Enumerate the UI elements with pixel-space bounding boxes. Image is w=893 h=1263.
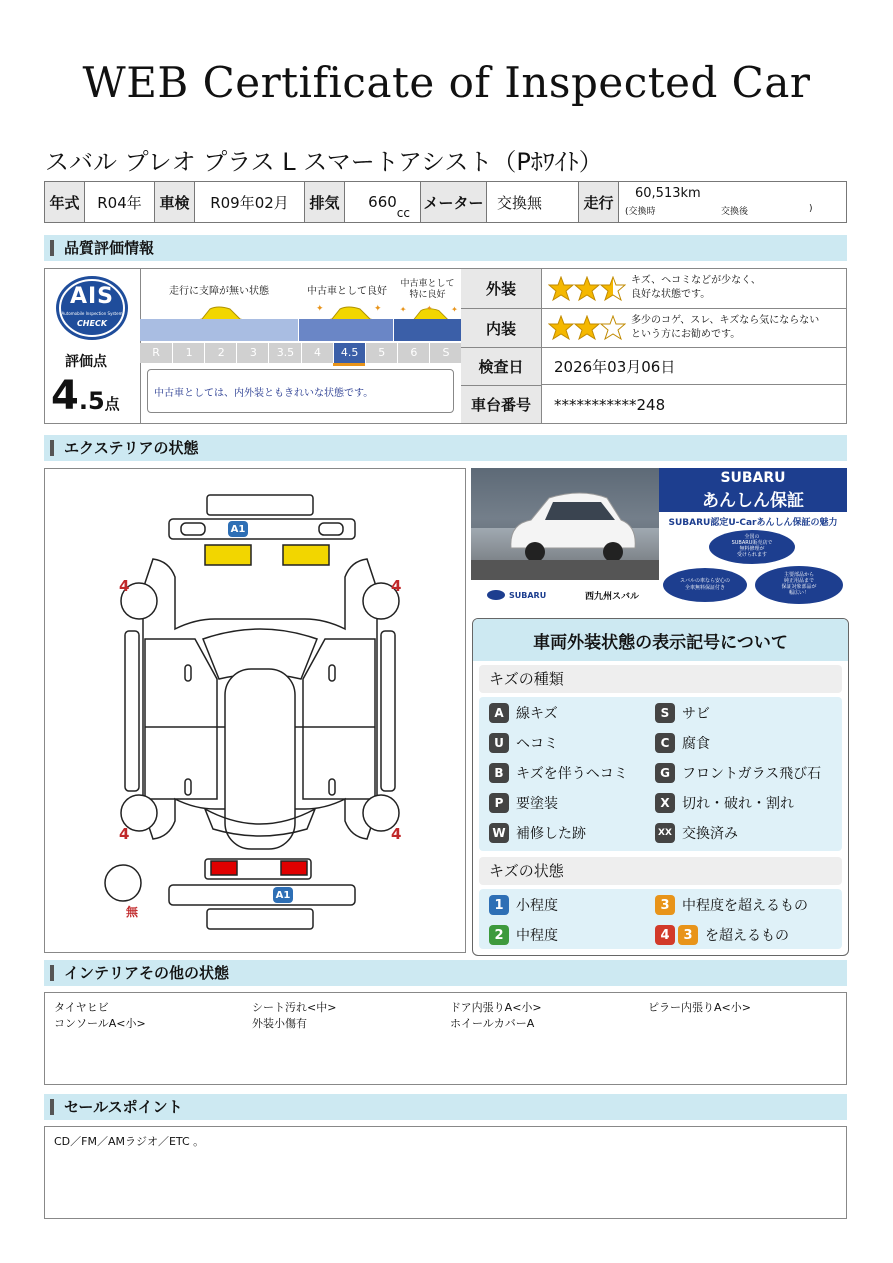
legend-type-item: [655, 763, 821, 783]
legend-type-item: [655, 823, 738, 843]
damage-mark-front: A1: [228, 521, 248, 537]
meter-label: メーター: [421, 182, 487, 222]
ais-check: CHECK: [76, 319, 108, 328]
legend-type-symbol: W: [489, 823, 509, 843]
scale-row: [140, 343, 461, 363]
interior-text-1: 多少のコゲ、スレ、キズなら気にならない: [631, 315, 820, 326]
legend-level-number-2: 3: [678, 925, 698, 945]
ais-small: Automobile Inspection System: [61, 311, 123, 316]
interior-item: ホイールカバーA: [450, 1017, 535, 1030]
legend-level-label: 小程度: [516, 898, 558, 914]
legend-type-label: 要塗装: [516, 796, 558, 812]
legend-type-item: [489, 733, 558, 753]
ad-bubble-1-line-4: 受けられます: [736, 552, 767, 558]
legend-type-label: フロントガラス飛び石: [682, 766, 822, 782]
scale-step: 1: [172, 343, 205, 363]
interior-rating: [542, 309, 846, 348]
mileage-value: 60,513km: [635, 186, 701, 201]
legend-type-symbol: U: [489, 733, 509, 753]
ad-bubble-1: [709, 530, 795, 564]
legend-types-list: [479, 697, 842, 851]
legend-panel: [472, 618, 849, 956]
mileage-note: [625, 204, 846, 216]
legend-type-symbol: XX: [655, 823, 675, 843]
band-3: [394, 319, 461, 341]
legend-level-number: 2: [489, 925, 509, 945]
date-value: 2026年03月06日: [542, 348, 846, 385]
interior-text-2: という方にお勧めです。: [631, 329, 741, 340]
legend-type-label: 線キズ: [516, 706, 558, 722]
interior-stars: [548, 315, 626, 345]
exterior-text-1: キズ、ヘコミなどが少なく、: [631, 275, 761, 286]
band-1: [140, 319, 298, 341]
ad-bubble-2-line-2: 全車無料保証付き: [684, 585, 725, 591]
subaru-logo: [487, 590, 546, 600]
legend-type-symbol: G: [655, 763, 675, 783]
score-unit: 点: [104, 395, 120, 413]
ad-subtitle: SUBARU認定U-Carあんしん保証の魅力: [668, 518, 838, 528]
year-label: 年式: [45, 182, 85, 222]
ad-bubble-3-line-1: 主要部品から: [783, 572, 814, 578]
inspection-value: R09年02月: [195, 182, 305, 222]
score-comment: 中古車としては、内外装ともきれいな状態です。: [147, 369, 454, 413]
car-name: スバル プレオ プラス L スマートアシスト（Pﾎﾜｲﾄ）: [45, 148, 603, 176]
scale-step: 4.5: [333, 343, 366, 363]
damage-mark-rear: A1: [273, 887, 293, 903]
engine-cell: [345, 182, 421, 222]
scale-step: 3.5: [268, 343, 301, 363]
svg-text:✦: ✦: [426, 303, 433, 313]
legend-level-number: 1: [489, 895, 509, 915]
car-diagram: [44, 468, 466, 953]
scale-step: 6: [397, 343, 430, 363]
subaru-ad: [471, 468, 847, 606]
legend-type-symbol: B: [489, 763, 509, 783]
mileage-note-a: (交換時: [625, 207, 656, 217]
legend-level-number: 3: [655, 895, 675, 915]
legend-level-item: [489, 895, 558, 915]
interior-item: 外装小傷有: [252, 1017, 307, 1030]
subaru-logo-icon: [487, 590, 505, 600]
band-2: [299, 319, 393, 341]
interior-box: [44, 992, 847, 1085]
legend-type-label: サビ: [682, 706, 710, 722]
svg-text:✦: ✦: [399, 305, 407, 315]
ad-banner: [659, 468, 847, 512]
scale-step: R: [152, 346, 160, 359]
ad-bubble-3-line-4: 幅広い！: [788, 590, 809, 596]
scale-label-1: 走行に支障が無い状態: [169, 286, 269, 297]
engine-label: 排気: [305, 182, 345, 222]
quality-table: [461, 269, 846, 423]
sales-text: CD／FM／AMラジオ／ETC 。: [54, 1135, 205, 1148]
legend-type-item: [655, 733, 710, 753]
legend-level-label: 中程度を超えるもの: [682, 898, 808, 914]
page-title: WEB Certificate of Inspected Car: [82, 58, 811, 107]
legend-levels-title: キズの状態: [479, 857, 842, 885]
svg-text:✦: ✦: [374, 304, 382, 314]
quality-box: [44, 268, 847, 424]
ad-bubble-3-line-2: 純正用品まで: [783, 578, 814, 584]
scale-step: 4: [301, 343, 334, 363]
engine-value: 660: [368, 193, 397, 211]
vin-label: 車台番号: [461, 386, 542, 423]
legend-level-label: 中程度: [516, 928, 558, 944]
legend-level-item: [655, 925, 789, 945]
interior-text: [631, 314, 819, 342]
spec-row: [44, 181, 847, 223]
legend-type-item: [655, 793, 794, 813]
sales-box: [44, 1126, 847, 1219]
section-sales: セールスポイント: [44, 1094, 847, 1120]
engine-unit: cc: [396, 206, 410, 220]
legend-type-label: 切れ・破れ・割れ: [682, 796, 794, 812]
legend-type-symbol: X: [655, 793, 675, 813]
legend-types-title: キズの種類: [479, 665, 842, 693]
legend-type-item: [655, 703, 710, 723]
legend-type-symbol: C: [655, 733, 675, 753]
legend-type-item: [489, 793, 558, 813]
tire-rl: 4: [119, 825, 130, 843]
legend-type-item: [489, 763, 628, 783]
ais-logo: [54, 274, 130, 342]
legend-type-label: キズを伴うヘコミ: [516, 766, 628, 782]
scale-label-3b: 特に良好: [409, 290, 446, 300]
date-label: 検査日: [461, 348, 542, 386]
scale-label-2: 中古車として良好: [307, 286, 387, 297]
exterior-text: [631, 274, 761, 302]
legend-type-symbol: A: [489, 703, 509, 723]
interior-item: シート汚れ<中>: [252, 1001, 337, 1014]
exterior-rating: [542, 269, 846, 309]
legend-levels-list: [479, 889, 842, 949]
legend-level-item: [489, 925, 558, 945]
section-quality: 品質評価情報: [44, 235, 847, 261]
legend-level-label: を超えるもの: [705, 928, 789, 944]
ad-bubble-2: [663, 568, 747, 602]
tire-rr: 4: [391, 825, 402, 843]
legend-level-number: 4: [655, 925, 675, 945]
scale-selected-marker: [333, 363, 365, 366]
scale-area: [140, 269, 462, 423]
scale-step: S: [429, 343, 462, 363]
interior-label: 内装: [461, 309, 542, 348]
section-exterior: エクステリアの状態: [44, 435, 847, 461]
section-interior: インテリアその他の状態: [44, 960, 847, 986]
svg-text:✦: ✦: [451, 305, 458, 315]
ad-bubble-3: [755, 566, 843, 604]
scale-step: 2: [204, 343, 237, 363]
ad-bubble-1-line-2: SUBARU販売店で: [731, 540, 773, 546]
interior-item: タイヤヒビ: [54, 1001, 109, 1014]
legend-type-label: 補修した跡: [516, 826, 586, 842]
mileage-cell: [619, 182, 846, 222]
exterior-label: 外装: [461, 269, 542, 309]
mileage-note-b: 交換後: [721, 207, 749, 217]
ad-bubble-2-line-1: スバルの車なら安心の: [679, 578, 730, 584]
subaru-logo-text: SUBARU: [509, 590, 547, 600]
interior-item: ピラー内張りA<小>: [648, 1001, 751, 1014]
legend-type-symbol: S: [655, 703, 675, 723]
car-photo: [471, 468, 659, 580]
legend-type-label: ヘコミ: [516, 736, 558, 752]
interior-item: ドア内張りA<小>: [450, 1001, 542, 1014]
ad-bubble-3-line-3: 保証対象部品が: [781, 584, 817, 590]
legend-type-item: [489, 703, 558, 723]
score-value: [51, 373, 120, 419]
score-area: [45, 269, 141, 423]
scale-label-3: [394, 279, 461, 301]
tire-fl: 4: [119, 577, 130, 595]
car-diagram-svg: [45, 469, 465, 952]
legend-type-label: 交換済み: [682, 826, 738, 842]
score-big: 4: [51, 373, 79, 419]
mileage-label: 走行: [579, 182, 619, 222]
scale-label-3a: 中古車として: [400, 279, 455, 289]
mileage-note-c: ): [809, 204, 813, 214]
dealer-name: 西九州スバル: [585, 592, 640, 602]
meter-value: 交換無: [487, 182, 579, 222]
svg-text:✦: ✦: [316, 304, 324, 314]
ais-text: AIS: [69, 284, 115, 309]
tire-fr: 4: [391, 577, 402, 595]
ad-bubble-1-line-3: 無料修理が: [739, 546, 765, 552]
exterior-stars: [548, 276, 626, 306]
interior-item: コンソールA<小>: [54, 1017, 146, 1030]
legend-level-item: [655, 895, 808, 915]
vin-value: ***********248: [554, 395, 666, 414]
legend-type-symbol: P: [489, 793, 509, 813]
ad-guarantee: あんしん保証: [702, 491, 804, 511]
ad-bubble-1-line-1: 全国の: [744, 534, 760, 540]
score-label: 評価点: [65, 354, 107, 370]
scale-step: 3: [236, 343, 269, 363]
score-small: .5: [78, 387, 105, 415]
ad-brand: SUBARU: [720, 470, 786, 486]
scale-step: 5: [365, 343, 398, 363]
legend-type-item: [489, 823, 586, 843]
legend-type-label: 腐食: [682, 736, 710, 752]
spare-tire-status: 無: [126, 905, 139, 919]
legend-title: 車両外装状態の表示記号について: [473, 619, 848, 661]
inspection-label: 車検: [155, 182, 195, 222]
exterior-text-2: 良好な状態です。: [631, 289, 711, 300]
year-value: R04年: [85, 182, 155, 222]
